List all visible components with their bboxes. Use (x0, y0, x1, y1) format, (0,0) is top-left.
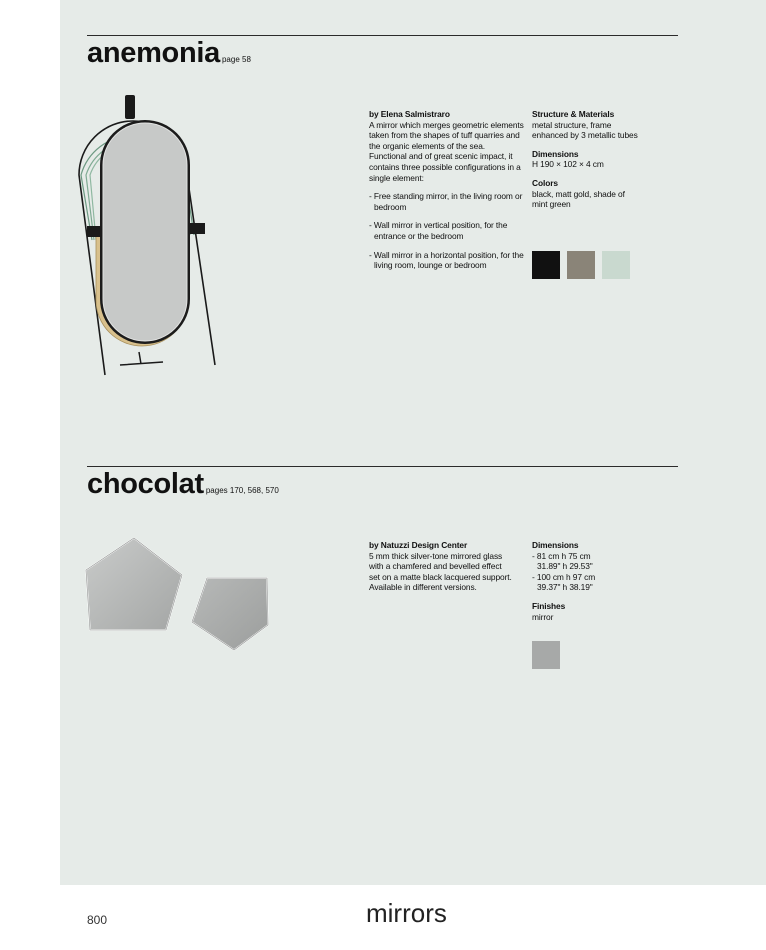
spec-heading: Dimensions (532, 148, 579, 159)
spec-text: 39.37" h 38.19" (537, 582, 593, 593)
spec-text: metal structure, frame enhanced by 3 metallic tubes (532, 119, 638, 141)
page-reference: page 58 (221, 55, 251, 64)
spec-heading: Structure & Materials (532, 109, 615, 119)
color-swatch-mint-green (602, 251, 630, 279)
color-swatch-matt-gold (567, 251, 595, 279)
finish-swatch-mirror (532, 641, 560, 669)
chocolat-mirror-image (82, 535, 277, 655)
product-description: 5 mm thick silver-tone mirrored glass with a chamfered and bevelled effect set on a matte black lacquered support. Available in different versions. (369, 550, 512, 593)
color-swatch-black (532, 251, 560, 279)
anemonia-description-column (369, 109, 524, 279)
spec-text: 31.89" h 29.53" (537, 561, 593, 572)
anemonia-specs-column (532, 109, 642, 210)
spec-heading: Finishes (532, 600, 566, 611)
spec-heading: Colors (532, 177, 558, 188)
anemonia-mirror-image (75, 90, 240, 385)
product-description: A mirror which merges geometric elements taken from the shapes of tuff quarries and the organic elements of the sea. Functional and of great scenic impact, it contains three possible configurations in a single element: (369, 119, 524, 183)
list-item: - Wall mirror in vertical position, for the entrance or the bedroom (369, 220, 508, 241)
category-title: mirrors (366, 898, 447, 928)
spec-text: H 190 × 102 × 4 cm (532, 159, 604, 170)
spec-text: - 100 cm h 97 cm (532, 571, 596, 582)
product-title-chocolat: chocolat pages 170, 568, 570 (87, 468, 279, 500)
section-divider (87, 35, 678, 36)
chocolat-specs-column (532, 540, 642, 622)
list-item: - Free standing mirror, in the living room or bedroom (369, 191, 523, 212)
list-item: - Wall mirror in a horizontal position, for the living room, lounge or bedroom (369, 249, 524, 271)
page-number: 800 (87, 913, 108, 927)
spec-text: mirror (532, 611, 554, 622)
product-title-anemonia: anemonia page 58 (87, 37, 251, 69)
spec-heading: Dimensions (532, 540, 579, 550)
spec-text: black, matt gold, shade of mint green (532, 188, 625, 210)
section-divider (87, 466, 678, 467)
designer-credit: by Natuzzi Design Center (369, 540, 468, 550)
chocolat-description-column (369, 540, 514, 593)
configuration-list (369, 191, 524, 271)
spec-text: - 81 cm h 75 cm (532, 550, 591, 561)
designer-credit: by Elena Salmistraro (369, 109, 450, 119)
page-reference: pages 170, 568, 570 (205, 486, 279, 495)
